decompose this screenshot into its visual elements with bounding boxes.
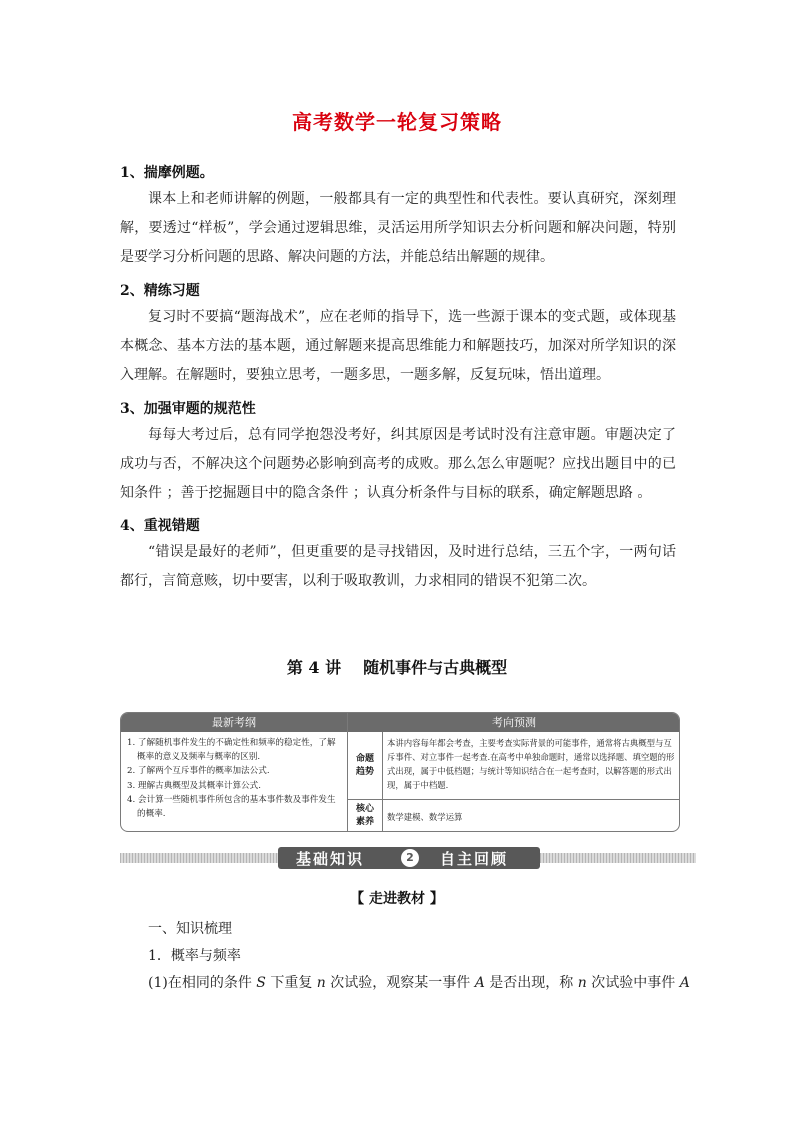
number-circle-icon: 2 xyxy=(401,849,419,867)
page-title: 高考数学一轮复习策略 xyxy=(292,110,502,134)
outline-item: 2. 了解两个互斥事件的概率加法公式. xyxy=(127,766,270,777)
body-line: (1)在相同的条件 S 下重复 n 次试验，观察某一事件 A 是否出现，称 n 次试验中事件 A xyxy=(148,975,690,991)
literacy-text: 数学建模、数学运算 xyxy=(387,812,463,822)
literacy-label: 核心 素养 xyxy=(355,804,374,827)
outline-item: 1. 了解随机事件发生的不确定性和频率的稳定性，了解概率的意义及频率与概率的区别. xyxy=(127,738,336,763)
section-body-3: 每每大考过后，总有同学抱怨没考好，纠其原因是考试时没有注意审题。审题决定了成功与否，不解决这个问题势必影响到高考的成败。那么怎么审题呢？应找出题目中的已知条件 ；善于挖掘题目中的隐含条件 ；认真分析条件与目标的联系，确定解题思路 。 xyxy=(120,427,676,501)
table-divider xyxy=(347,713,348,832)
outline-heading: 一、知识梳理 xyxy=(148,921,232,937)
table-header-outline: 最新考纲 xyxy=(212,716,256,729)
banner-right-text: 自主回顾 xyxy=(440,850,509,868)
exam-outline-table xyxy=(120,712,680,832)
section-banner xyxy=(120,847,696,869)
section-heading-2: 2、精练习题 xyxy=(120,283,200,299)
section-body-2: 复习时不要搞“题海战术”，应在老师的指导下，选一些源于课本的变式题，或体现基本概念、基本方法的基本题，通过解题来提高思维能力和解题技巧，加深对所学知识的深入理解。在解题时，要独立思考，一题多思，一题多解，反复玩味，悟出道理。 xyxy=(120,309,676,383)
trend-text: 本讲内容每年都会考查，主要考查实际背景的可能事件，通常将古典概型与互斥事件、对立事件一起考查.在高考中单独命题时，通常以选择题、填空题的形式出现，属于中低档题；与统计等知识结合在一起考查时，以解答题的形式出现，属于中档题. xyxy=(387,738,675,790)
section-heading-3: 3、加强审题的规范性 xyxy=(120,401,256,417)
trend-label: 命题 趋势 xyxy=(355,754,374,777)
subsection-title: 【 走进教材 】 xyxy=(350,891,444,907)
banner-left-text: 基础知识 xyxy=(296,850,365,868)
lecture-title xyxy=(0,655,794,678)
label-divider xyxy=(382,799,383,832)
outline-item: 3. 理解古典概型及其概率计算公式. xyxy=(127,780,261,791)
section-heading-1: 1、揣摩例题。 xyxy=(120,165,214,181)
section-body-4: “错误是最好的老师”，但更重要的是寻找错因，及时进行总结，三五个字，一两句话都行，言简意赅，切中要害，以利于吸取教训，力求相同的错误不犯第二次。 xyxy=(120,544,676,589)
lecture-name: 随机事件与古典概型 xyxy=(363,658,508,677)
section-heading-4: 4、重视错题 xyxy=(120,518,200,534)
row-divider xyxy=(347,799,680,800)
section-body-1: 课本上和老师讲解的例题，一般都具有一定的典型性和代表性。要认真研究，深刻理解，要透过“样板”，学会通过逻辑思维，灵活运用所学知识去分析问题和解决问题，特别是要学习分析问题的思路、解决问题的方法，并能总结出解题的规律。 xyxy=(120,191,676,265)
topic-heading: 1．概率与频率 xyxy=(148,948,241,964)
label-divider xyxy=(382,732,383,799)
lecture-number: 第 4 讲 xyxy=(286,658,342,677)
table-header xyxy=(121,713,679,732)
outline-list xyxy=(127,736,341,821)
outline-item: 4. 会计算一些随机事件所包含的基本事件数及事件发生的概率. xyxy=(127,794,336,820)
table-header-trend: 考向预测 xyxy=(492,716,536,729)
